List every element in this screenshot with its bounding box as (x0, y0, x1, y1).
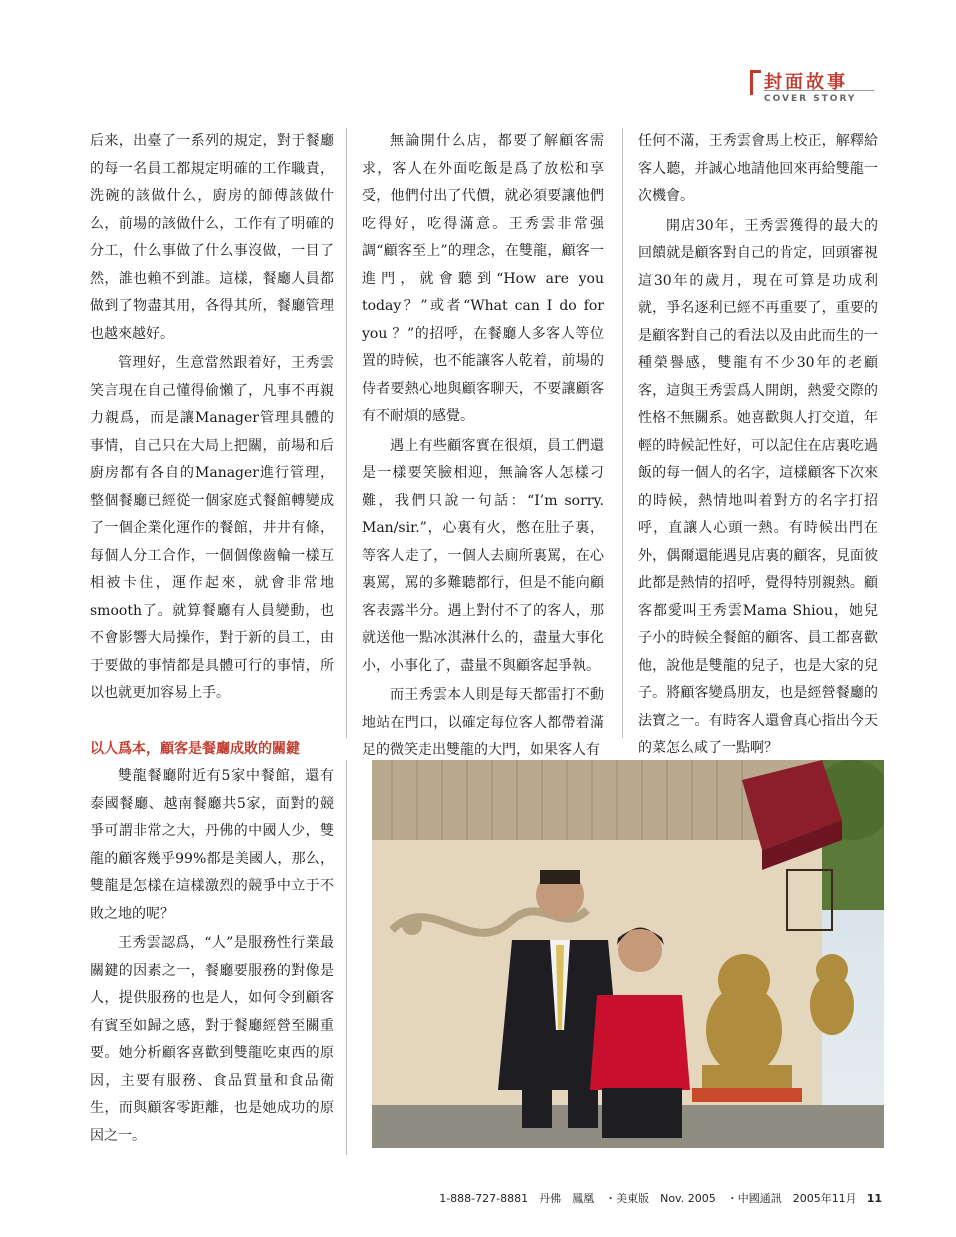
column-divider (622, 128, 623, 738)
section-title-en: COVER STORY (764, 94, 857, 104)
page-footer (439, 1190, 882, 1206)
footer-text: 1-888-727-8881 丹佛 鳳凰 ・美東版 Nov. 2005 ・中國通訊 2005年11月 (439, 1192, 857, 1205)
article-column-1 (90, 128, 334, 710)
section-title-zh: 封面故事 (764, 72, 848, 93)
column-divider (346, 760, 347, 1155)
paragraph: 遇上有些顧客實在很煩，員工們還是一樣要笑臉相迎，無論客人怎樣刁難，我們只說一句話：“I’m sorry. Man/sir.”，心裏有火，憋在肚子裏，等客人走了，一個人去廁所裏罵，在心裏罵，罵的多難聽都行，但是不能向顧客表露半分。遇上對付不了的客人，那就送他一點冰淇淋什么的，盡量大事化小，小事化了，盡量不與顧客起爭執。 (362, 437, 604, 674)
paragraph: 而王秀雲本人則是每天都雷打不動地站在門口，以確定每位客人都帶着滿足的微笑走出雙龍的大門，如果客人有 (362, 687, 604, 758)
paragraph: 管理好，生意當然跟着好，王秀雲笑言現在自己懂得偷懶了，凡事不再親力親爲，而是讓Manager管理具體的事情，自己只在大局上把關，前場和后廚房都有各自的Manager進行管理，整個餐廳已經從一個家庭式餐館轉變成了一個企業化運作的餐館，井井有條，每個人分工合作，一個個像齒輪一樣互相被卡住，運作起來，就會非常地smooth了。就算餐廳有人員變動，也不會影響大局操作，對于新的員工，由于要做的事情都是具體可行的事情，所以也就更加容易上手。 (90, 355, 334, 701)
article-column-2 (362, 128, 604, 767)
paragraph: 開店30年，王秀雲獲得的最大的回饋就是顧客對自己的肯定，回頭審視這30年的歲月，現在可算是功成利就，爭名逐利已經不再重要了，重要的是顧客對自己的看法以及由此而生的一種榮譽感，雙龍有不少30年的老顧客，這與王秀雲爲人開朗，熱愛交際的性格不無關系。她喜歡與人打交道，年輕的時候記性好，可以記住在店裏吃過飯的每一個人的名字，這樣顧客下次來的時候，熱情地叫着對方的名字打招呼，直讓人心頭一熱。有時候出門在外，偶爾還能遇見店裏的顧客，見面彼此都是熱情的招呼，覺得特別親熱。顧客都愛叫王秀雲Mama Shiou，她兒子小的時候全餐館的顧客、員工都喜歡他，說他是雙龍的兒子，也是大家的兒子。將顧客變爲朋友，也是經營餐廳的法寶之一。有時客人還會真心指出今天的菜怎么咸了一點啊？ (638, 217, 878, 756)
section-subheading: 以人爲本，顧客是餐廳成敗的關鍵 (90, 741, 300, 757)
header-bracket-decoration (750, 70, 761, 95)
header-rule (764, 90, 874, 91)
paragraph: 王秀雲認爲，“人”是服務性行業最關鍵的因素之一，餐廳要服務的對像是人，提供服務的也是人，如何令到顧客有賓至如歸之感，對于餐廳經營至關重要。她分析顧客喜歡到雙龍吃東西的原因，主要有服務、食品質量和食品衛生，而與顧客零距離，也是她成功的原因之一。 (90, 935, 334, 1144)
paragraph: 雙龍餐廳附近有5家中餐館，還有泰國餐廳、越南餐廳共5家，面對的競爭可謂非常之大，丹佛的中國人少，雙龍的顧客幾乎99%都是美國人，那么，雙龍是怎樣在這樣激烈的競爭中立于不敗之地的呢？ (90, 768, 334, 922)
page-number: 11 (866, 1192, 882, 1205)
article-column-1-lower (90, 763, 334, 1152)
paragraph: 任何不滿，王秀雲會馬上校正，解釋給客人聽，并誠心地請他回來再給雙龍一次機會。 (638, 133, 878, 204)
article-column-3 (638, 128, 878, 765)
paragraph: 無論開什么店，都要了解顧客需求，客人在外面吃飯是爲了放松和享受，他們付出了代價，就必須要讓他們吃得好，吃得滿意。王秀雲非常强調“顧客至上”的理念，在雙龍，顧客一進門，就會聽到“How are you today？”或者“What can I do for you ？”的招呼，在餐廳人多客人等位置的時候，也不能讓客人乾着，前場的侍者要熱心地與顧客聊天，不要讓顧客有不耐煩的感覺。 (362, 133, 604, 424)
section-header (750, 70, 870, 112)
paragraph: 后来，出臺了一系列的規定，對于餐廳的每一名員工都規定明確的工作職責，洗碗的該做什么，廚房的師傅該做什么，前場的該做什么，工作有了明確的分工，什么事做了什么事沒做，一目了然，誰也賴不到誰。這樣，餐廳人員都做到了物盡其用，各得其所，餐廳管理也越來越好。 (90, 133, 334, 342)
restaurant-entrance-photo (372, 760, 884, 1148)
column-divider (346, 128, 347, 738)
